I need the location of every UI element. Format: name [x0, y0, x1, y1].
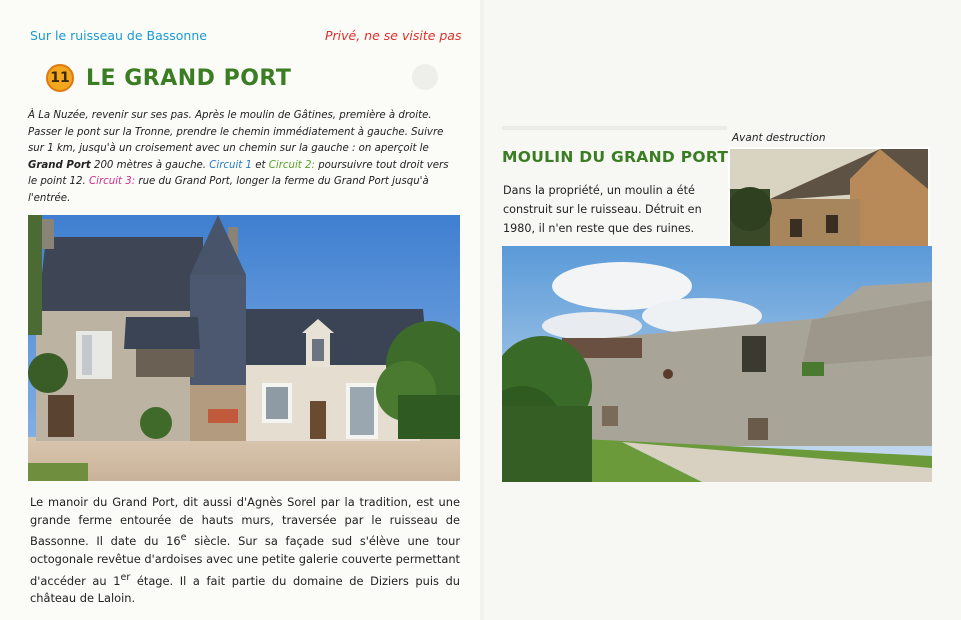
- desc-part1: Le manoir du Grand Port, dit aussi d'Agnès Sorel par la tradition, est une grande ferme entourée de hauts murs, traversée par le ruisseau de Bassonne. Il date du 16: [30, 495, 460, 549]
- section-title: LE GRAND PORT: [86, 65, 292, 91]
- before-photo-caption: Avant destruction: [732, 132, 826, 144]
- desc-part2: siècle. Sur sa façade sud s'élève une tour octogonale revêtue d'ardoises avec une petite galerie couverte permettant d'accéder au 1: [30, 534, 460, 588]
- mill-ruins-photo: [502, 246, 932, 482]
- directions-part4: rue du Grand Port, longer la ferme du Grand Port jusqu'à l'entrée.: [28, 176, 429, 204]
- directions-text: [28, 108, 460, 207]
- directions-part3: poursuivre tout droit vers le point 12.: [28, 159, 449, 187]
- circuit-1-label: Circuit 1: [209, 159, 253, 171]
- directions-and: et: [252, 159, 269, 171]
- desc-sup1: e: [180, 532, 187, 544]
- section-title-block: [46, 64, 291, 92]
- directions-bold: Grand Port: [28, 159, 91, 171]
- manor-photo: [28, 215, 460, 481]
- header-private-notice: Privé, ne se visite pas: [325, 28, 462, 43]
- section-number-badge: 11: [46, 64, 74, 92]
- directions-part1: À La Nuzée, revenir sur ses pas. Après le moulin de Gâtines, première à droite. Passer le pont sur la Tronne, prendre le chemin immédiatement à gauche. Suivre sur 1 km, jusqu'à un croisement avec un chemin sur la gauche : on aperçoit le: [28, 110, 444, 154]
- manor-description: [30, 494, 460, 608]
- show-through-badge-shadow: [412, 64, 438, 90]
- header-route-label: Sur le ruisseau de Bassonne: [30, 28, 207, 43]
- directions-part2: 200 mètres à gauche.: [90, 159, 210, 171]
- show-through-lines: [502, 124, 727, 134]
- moulin-text: Dans la propriété, un moulin a été construit sur le ruisseau. Détruit en 1980, il n'en reste que des ruines.: [503, 184, 702, 235]
- circuit-2-label: Circuit 2:: [268, 159, 315, 171]
- desc-part3: étage. Il a fait partie du domaine de Diziers puis du château de Laloin.: [30, 573, 460, 606]
- moulin-title: MOULIN DU GRAND PORT: [502, 148, 729, 166]
- circuit-3-label: Circuit 3:: [89, 176, 136, 187]
- desc-sup2: er: [120, 571, 131, 583]
